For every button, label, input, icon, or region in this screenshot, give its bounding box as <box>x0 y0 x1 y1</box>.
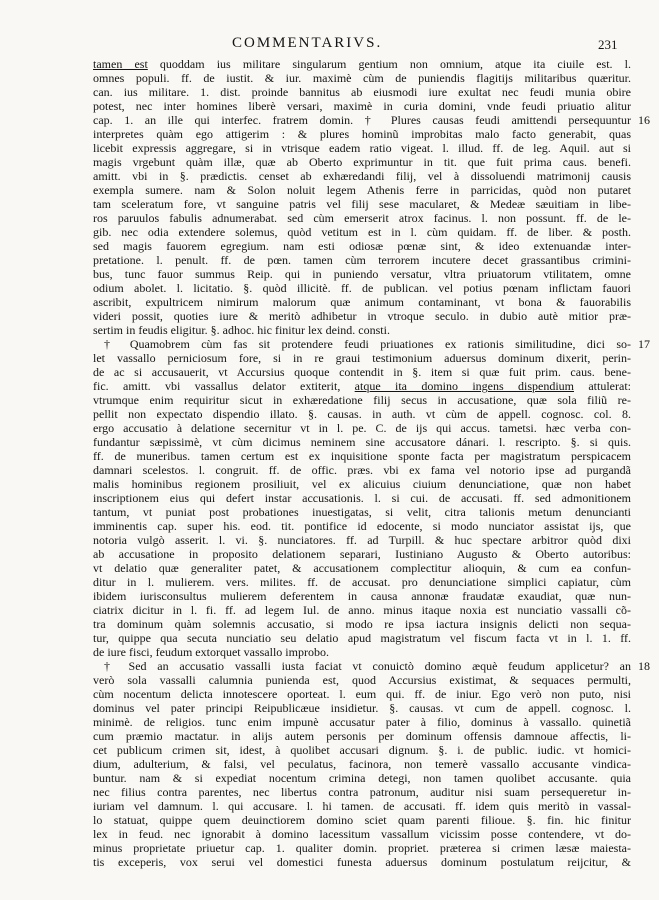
line-text: verò sola vassalli calumnia punienda est, quod Accursius existimat, & sequaces permulti, <box>93 673 631 687</box>
text-line <box>93 337 650 351</box>
line-text: fundantur sæpissimè, vt cùm dicimus neminem sine accusatore dánari. l. rescripto. §. si quis. <box>93 435 631 449</box>
text-line <box>93 253 631 267</box>
line-text: minus proprietate priuetur cap. 1. qualiter domin. propriet. præterea si crimen læsæ maiesta- <box>93 841 631 855</box>
underlined-text: tamen est <box>93 57 148 71</box>
line-text: tantum, vt puniat post probationes inuestigatas, si velit, citra talionis metum denuncianti <box>93 505 631 519</box>
text-line <box>93 491 631 505</box>
body-text <box>93 57 650 869</box>
text-line <box>93 757 631 771</box>
margin-note-number: 18 <box>638 659 650 673</box>
text-line <box>93 99 631 113</box>
line-text: tur, quippe qua secuta nunciatio seu delatio apud magistratum vel fiscum facta vt in l. 1. ff. <box>93 631 631 645</box>
paragraph <box>93 659 650 869</box>
line-text: ff. de muneribus. tamen certum est ex inquisitione sponte facta per magistratum perspicacem <box>93 449 631 463</box>
text-line <box>93 225 631 239</box>
line-text: malis hominibus regionem prosiliuit, vel ex alicuius ciuium denunciatione, quæ non habet <box>93 477 631 491</box>
page-number: 231 <box>598 37 618 52</box>
text-line <box>93 603 631 617</box>
margin-note-number: 17 <box>638 337 650 351</box>
text-line <box>93 841 631 855</box>
text-line <box>93 407 631 421</box>
line-text: ascribit, expultricem nimirum malorum quæ animum contaminant, vt bona & fauorabilis <box>93 295 631 309</box>
line-text: de ac si accusauerit, vt Accursius quoque contendit in §. item si quæ fuit prim. caus. bene- <box>93 365 631 379</box>
text-line <box>93 547 631 561</box>
text-line <box>93 463 631 477</box>
text-line <box>93 71 631 85</box>
text-line <box>93 281 631 295</box>
text-line <box>93 393 631 407</box>
text-line <box>93 729 631 743</box>
text-line <box>93 309 631 323</box>
line-text: can. ius militare. 1. dist. proinde bannitus ab eiusmodi iure exultat nec feudi munia obire <box>93 85 631 99</box>
line-text: inscriptionem eius qui defert instar accusationis. l. si cui. de accusati. ff. sed admonitionem <box>93 491 631 505</box>
line-text: magis vrgebunt quàm illæ, quæ ab Oberto exprimuntur in tit. que fuit prima caus. benefi. <box>93 155 631 169</box>
text-line <box>93 421 631 435</box>
line-text: † Sed an accusatio vassalli iusta faciat vt conuictò domino æquè feudum applicetur? an <box>104 659 631 673</box>
line-text: nec filius contra parentes, nec libertus contra patronum, auditur nisi suam persequeretur in- <box>93 785 631 799</box>
line-text: vtrumque enim requiritur sicut in exhæredatione filij secus in accusatione, quæ sola filiũ re- <box>93 393 631 407</box>
text-line <box>93 197 631 211</box>
text-line <box>93 57 631 71</box>
line-text: damnari scelestos. l. congruit. ff. de offic. præs. vbi ex fama vel notorio ipse ad purgandã <box>93 463 631 477</box>
text-line <box>93 715 631 729</box>
text-line <box>93 295 631 309</box>
line-text: gib. nec odia extendere solemus, quòd vetitum est in l. cùm quidam. ff. de liber. & posth. <box>93 225 631 239</box>
line-text: odium abolet. l. licitatio. §. quòd illicitè. ff. de publican. vel potius pœnam inflictam fauori <box>93 281 631 295</box>
running-title: COMMENTARIVS. <box>232 35 383 51</box>
line-text: pellit non expectato dispendio illato. §. causas. in auth. vt cùm de appell. cognosc. col. 8. <box>93 407 631 421</box>
text-line <box>93 211 631 225</box>
line-text-part: fic. amitt. vbi vassallus delator extiterit, <box>93 379 355 393</box>
text-line <box>93 687 631 701</box>
text-line <box>93 155 631 169</box>
text-line <box>93 85 631 99</box>
line-text: lo statuat, quippe quem deuinctiorem domino sciet quam parenti filioue. §. fin. hic finitur <box>93 813 631 827</box>
line-text: ditur in l. mulierem. vers. milites. ff. de accusat. pro denunciatione simplici capiatur, cùm <box>93 575 631 589</box>
line-text: amitt. vbi in §. prædictis. censet ab exhæredandi filij, vel à dissoluendi matrimonij causis <box>93 169 631 183</box>
line-text: tam sceleratum fore, vt sanguine patris vel filij sese macularet, & Medeæ sæuitiam in libe- <box>93 197 631 211</box>
line-text <box>93 379 631 393</box>
line-text: cùm nocentum delicta innotescere oporteat. l. eum qui. ff. de iniur. Ego verò non puto, nisi <box>93 687 631 701</box>
text-line <box>93 141 631 155</box>
line-text: sertim in feudis eligitur. §. adhoc. hic finitur lex deind. consti. <box>93 323 390 337</box>
text-line <box>93 631 631 645</box>
line-text: let vassallo perniciosum fore, si in re graui testimonium aduersus dominum dixerit, perin- <box>93 351 631 365</box>
line-text: buntur. nam & si expediat nocentum crimina detegi, non tamen quolibet accusante. quia <box>93 771 631 785</box>
line-text: tra dominum quàm solemnis accusatio, si modo re ipsa iactura insignis delicti non sequa- <box>93 617 631 631</box>
line-text-part: quoddam ius militare singularum gentium non omnium, atque ita ciuile est. l. <box>147 57 632 71</box>
text-line <box>93 645 631 659</box>
line-text <box>93 57 631 71</box>
line-text: interpretes quàm ego attigerim : & plures hominũ improbitas malo facto generabit, quas <box>93 127 631 141</box>
text-line <box>93 323 631 337</box>
text-line <box>93 533 631 547</box>
line-text: ibidem iurisconsultus mulierem deferentem in causa annonæ fraudatæ exaudiat, quæ nun- <box>93 589 631 603</box>
underlined-text: atque ita domino ingens dispendium <box>354 379 574 393</box>
line-text: vt delatio quæ generaliter patet, & accusationem complectitur alioquin, & cum ea confun- <box>93 561 631 575</box>
line-text: ros paruulos fabulis adnumerabat. sed cùm emerserit atrox facinus. l. non possunt. ff. de le- <box>93 211 631 225</box>
text-line <box>93 743 631 757</box>
line-text: potest, nec inter homines liberè versari, maximè in curia domini, vnde feudi priuatio alitur <box>93 99 631 113</box>
line-text: tis exceperis, vox serui vel domestici funesta aduersus dominum postulatum reijcitur, & <box>93 855 631 869</box>
line-text: exempla sumere. nam & Solon noluit legem Athenis ferre in parricidas, quòd non putaret <box>93 183 631 197</box>
text-line <box>93 799 631 813</box>
text-line <box>93 575 631 589</box>
text-line <box>93 561 631 575</box>
line-text: cap. 1. an ille qui interfec. fratrem domin. † Plures causas feudi amittendi persequuntur <box>93 113 631 127</box>
text-line <box>93 771 631 785</box>
line-text: videri possit, quoties iure & meritò adhibetur in vtroque seculo. in dubio autè mitior præ- <box>93 309 631 323</box>
text-line <box>93 267 631 281</box>
text-line <box>93 449 631 463</box>
line-text: omnes populi. ff. de iustit. & iur. maximè cùm de puniendis flagitijs militaribus quæritur. <box>93 71 631 85</box>
line-text: ciatrix dicitur in l. fi. ff. ad legem Iul. de anno. minus itaque noxia est nunciatio vassalli cõ- <box>93 603 631 617</box>
line-text-part: attulerat: <box>574 379 631 393</box>
text-line <box>93 435 631 449</box>
text-line <box>93 827 631 841</box>
text-line <box>93 379 631 393</box>
line-text: de iure fisci, feudum extorquet vassallo improbo. <box>93 645 329 659</box>
text-line <box>93 701 631 715</box>
line-text: minimè. de religios. tunc enim impunè accusatur pater à filio, dominus à vassallo. quinetiã <box>93 715 631 729</box>
line-text: ergo accusatio à delatione secernitur vt in l. pe. C. de ijs qui accus. tametsi. hæc verba con- <box>93 421 631 435</box>
text-line <box>93 813 631 827</box>
text-line <box>93 183 631 197</box>
line-text: cum præmio mactatur. in alijs autem personis per dominum offensis damnoue affectis, li- <box>93 729 631 743</box>
line-text: iuriam vel damnum. l. qui accusare. l. hi tamen. de accusati. ff. idem quis meritò in vassal- <box>93 799 631 813</box>
line-text: pretatione. l. penult. ff. de pœn. tamen cùm terrorem incutere decet grassantibus crimini- <box>93 253 631 267</box>
line-text: dium, adulterium, & falsi, vel peculatus, facinora, non temerè vassallo accusante vindica- <box>93 757 631 771</box>
text-line <box>93 617 631 631</box>
text-line <box>93 855 631 869</box>
paragraph <box>93 337 650 659</box>
line-text: cet publicum crimen sit, idest, à quolibet accusari dignum. §. i. de public. iudic. vt homici- <box>93 743 631 757</box>
text-line <box>93 239 631 253</box>
line-text: † Quamobrem cùm fas sit protendere feudi priuationes ex rationis similitudine, dici so- <box>104 337 631 351</box>
text-line <box>93 785 631 799</box>
text-line <box>93 365 631 379</box>
text-line <box>93 169 631 183</box>
margin-note-number: 16 <box>638 113 650 127</box>
text-line <box>93 673 631 687</box>
text-line <box>93 127 631 141</box>
line-text: lex in feud. nec ignorabit à domino lacessitum vassallum vicissim posse contendere, vt do- <box>93 827 631 841</box>
line-text: imminentis cap. super his. eod. tit. pontifice id edocente, si modo nunciator assistat ijs, que <box>93 519 631 533</box>
text-line <box>93 113 650 127</box>
line-text: ab accusatione in proposito delationem separari, Iustiniano Augusto & Oberto autoribus: <box>93 547 631 561</box>
text-line <box>93 589 631 603</box>
text-line <box>93 519 631 533</box>
text-line <box>93 659 650 673</box>
line-text: bus, tunc fauor summus Reip. qui in puniendo versatur, vltra priuatorum vtilitatem, omne <box>93 267 631 281</box>
line-text: sed magis fauorem egregium. nam esti odiosæ pœnæ sint, & ideo extenuandæ inter- <box>93 239 631 253</box>
text-line <box>93 477 631 491</box>
paragraph <box>93 57 650 337</box>
text-line <box>93 351 631 365</box>
text-line <box>93 505 631 519</box>
line-text: licebit expressis aggregare, si in vtrisque eadem ratio vigeat. l. illud. ff. de leg. Aquil. aut si <box>93 141 631 155</box>
line-text: dominus vel pater principi Reipublicæue insidietur. §. causas. vt cum de appell. cognosc. l. <box>93 701 631 715</box>
line-text: notoria vulgò asserit. l. vi. §. nunciatores. ff. ad Turpill. & huc spectare arbitror quòd dixi <box>93 533 631 547</box>
